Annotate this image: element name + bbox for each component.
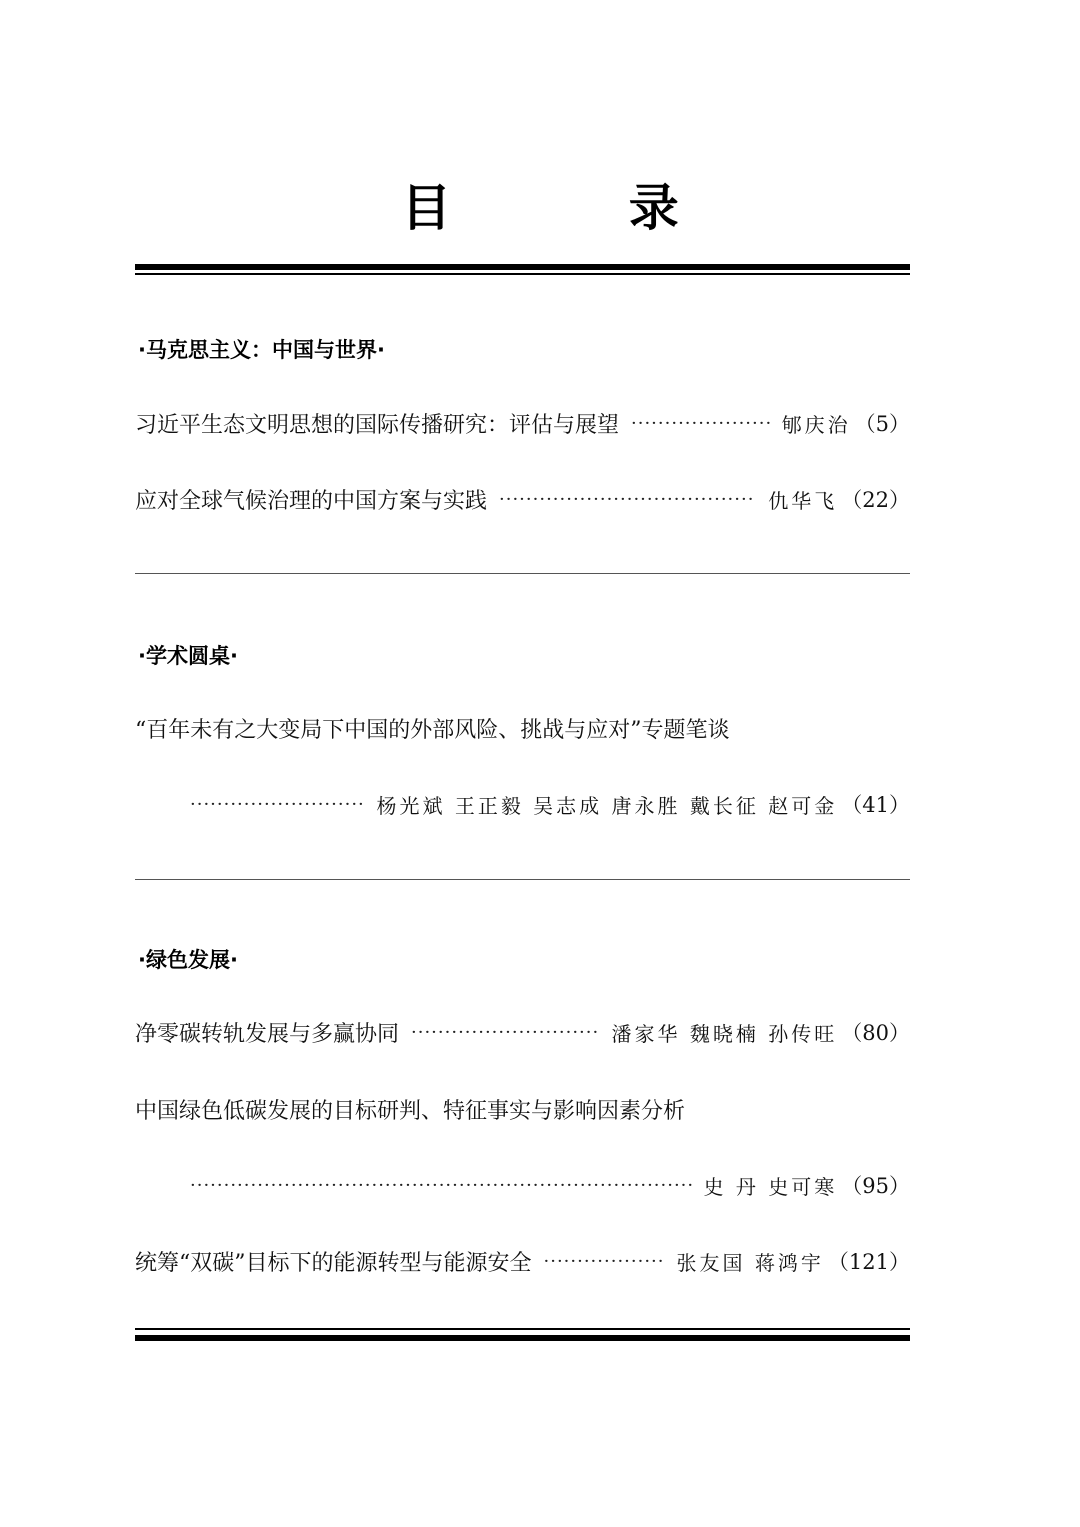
toc-entry[interactable]: [135, 1246, 910, 1276]
article-authors: 杨光斌 王正毅 吴志成 唐永胜 戴长征 赵可金: [376, 793, 838, 818]
section-title: ·马克思主义：中国与世界·: [138, 338, 385, 362]
top-rule-thin: [135, 273, 910, 275]
section-divider: [135, 879, 910, 880]
page-number: （5）: [854, 412, 910, 436]
page-number: （80）: [841, 1021, 910, 1045]
bottom-rule-thin: [135, 1328, 910, 1330]
article-title: 应对全球气候治理的中国方案与实践: [135, 488, 488, 514]
toc-entry-title-line[interactable]: [135, 713, 910, 743]
article-title: 净零碳转轨发展与多赢协同: [135, 1021, 400, 1047]
dot-leader: [411, 1022, 600, 1043]
article-authors: 张友国 蒋鸿宇: [676, 1250, 824, 1275]
bottom-rule-thick: [135, 1335, 910, 1341]
page-number: （121）: [827, 1250, 910, 1274]
toc-entry-author-line[interactable]: [190, 1170, 910, 1200]
page-number: （41）: [841, 793, 910, 817]
top-rule-thick: [135, 264, 910, 270]
page-number: （95）: [841, 1174, 910, 1198]
toc-entry[interactable]: [135, 1017, 910, 1047]
dot-leader: [499, 489, 756, 510]
dot-leader: [190, 1175, 692, 1196]
article-authors: 郇庆治: [781, 412, 851, 437]
section-title: ·绿色发展·: [138, 948, 238, 972]
article-title: “百年未有之大变局下中国的外部风险、挑战与应对”专题笔谈: [135, 717, 730, 743]
page-title: 目 录: [401, 179, 759, 237]
dot-leader: [544, 1251, 665, 1272]
article-title: 习近平生态文明思想的国际传播研究：评估与展望: [135, 412, 620, 438]
section-title: ·学术圆桌·: [138, 644, 238, 668]
article-authors: 史 丹 史可寒: [703, 1174, 838, 1199]
section-divider: [135, 573, 910, 574]
toc-entry-title-line[interactable]: [135, 1094, 910, 1124]
article-title: 中国绿色低碳发展的目标研判、特征事实与影响因素分析: [135, 1098, 686, 1124]
page-number: （22）: [841, 488, 910, 512]
article-title: 统筹“双碳”目标下的能源转型与能源安全: [135, 1250, 532, 1276]
article-authors: 仇华飞: [768, 488, 838, 513]
toc-entry[interactable]: [135, 408, 910, 438]
article-authors: 潘家华 魏晓楠 孙传旺: [611, 1021, 838, 1046]
dot-leader: [190, 794, 364, 815]
toc-entry[interactable]: [135, 484, 910, 514]
dot-leader: [631, 413, 770, 434]
toc-entry-author-line[interactable]: [190, 789, 910, 819]
